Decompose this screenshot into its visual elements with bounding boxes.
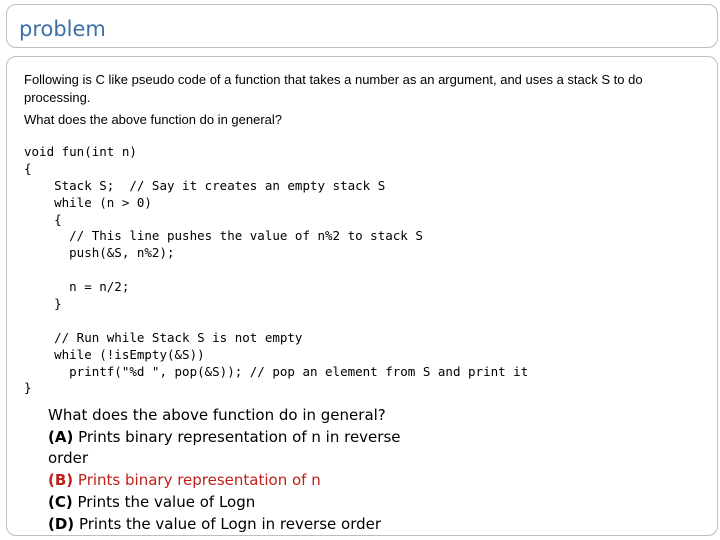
option-c: [48, 492, 408, 514]
code-line: [24, 262, 528, 279]
problem-intro: Following is C like pseudo code of a function that takes a number as an argument, and uses a stack S to do processing.: [24, 72, 643, 105]
code-line: {: [24, 211, 62, 227]
code-line: push(&S, n%2);: [24, 245, 175, 261]
option-text: Prints the value of Logn in reverse order: [74, 514, 382, 533]
answer-question: What does the above function do in general?: [48, 406, 386, 424]
option-letter: (A): [48, 427, 74, 446]
slide-title-bar: [6, 4, 718, 48]
code-line: Stack S; // Say it creates an empty stack S: [24, 177, 386, 193]
code-line: }: [24, 380, 32, 396]
answer-section: [48, 405, 408, 535]
question-text: What does the above function do in general?: [24, 112, 283, 127]
code-line: printf("%d ", pop(&S)); // pop an element from S and print it: [24, 363, 529, 379]
code-line: n = n/2;: [24, 279, 130, 295]
option-text: Prints the value of Logn: [72, 492, 256, 511]
option-letter: (C): [48, 492, 73, 511]
option-text: Prints binary representation of n in reverse order: [48, 427, 401, 468]
slide-title: problem: [19, 17, 106, 41]
code-line: while (n > 0): [24, 194, 152, 210]
option-letter: (D): [48, 514, 75, 533]
code-line: void fun(int n): [24, 144, 137, 159]
code-line: // This line pushes the value of n%2 to stack S: [24, 228, 423, 244]
code-line: {: [24, 160, 32, 176]
code-line: // Run while Stack S is not empty: [24, 329, 303, 345]
option-a: [48, 427, 408, 470]
code-line: }: [24, 296, 62, 312]
option-letter: (B): [48, 471, 74, 490]
option-d: [48, 514, 408, 536]
code-block: [24, 144, 528, 397]
code-line: [24, 313, 528, 330]
option-b-correct: [48, 470, 408, 492]
option-text: Prints binary representation of n: [73, 471, 321, 490]
code-line: while (!isEmpty(&S)): [24, 346, 205, 362]
